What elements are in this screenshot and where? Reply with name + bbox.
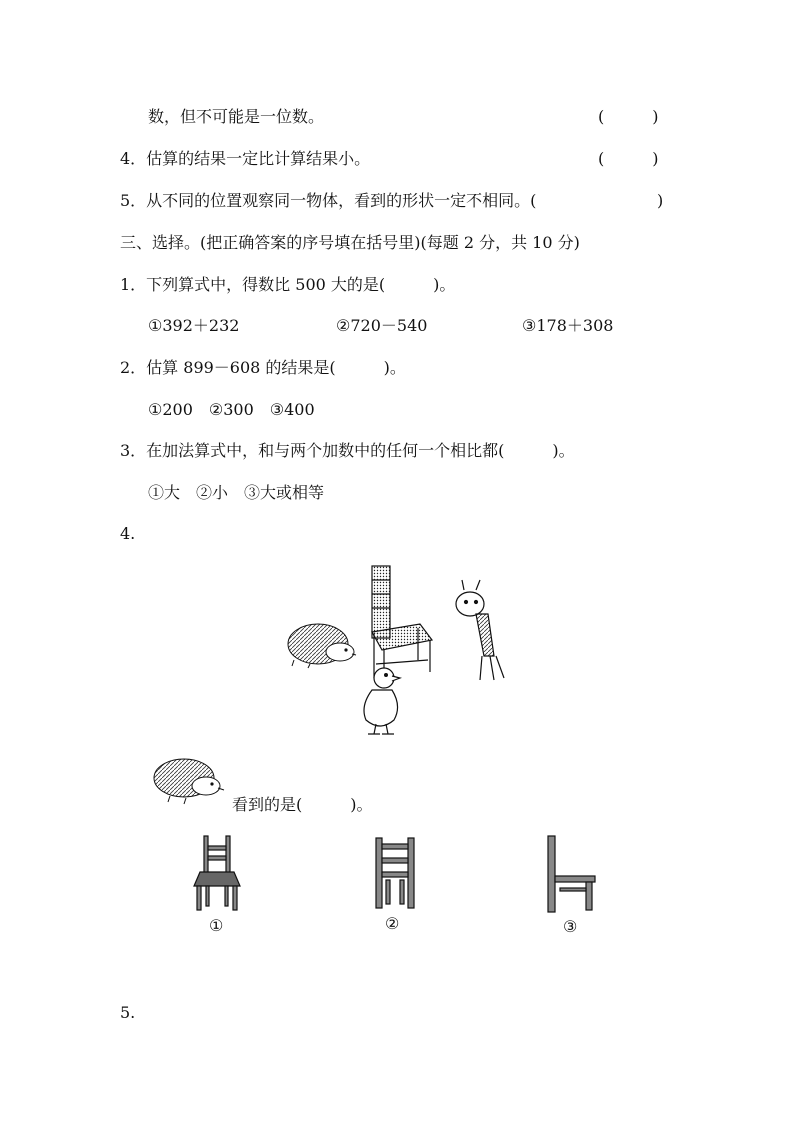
- choice-question-1-option-1: ①392＋232: [148, 316, 240, 335]
- judge-question-5-answer-blank[interactable]: ): [657, 191, 664, 210]
- hedgehog-icon: [288, 624, 356, 668]
- chair-option-1-label: ①: [209, 916, 224, 935]
- choice-question-3-stem: 3．在加法算式中，和与两个加数中的任何一个相比都( )。: [120, 441, 575, 460]
- scene-illustration: [280, 560, 520, 740]
- chair-option-2-label: ②: [385, 914, 400, 933]
- choice-question-3-options: ①大 ②小 ③大或相等: [148, 483, 325, 502]
- chair-option-3-label: ③: [563, 917, 578, 936]
- judge-continuation-line: 数，但不可能是一位数。: [148, 107, 325, 126]
- chair-option-2-icon[interactable]: [374, 836, 418, 910]
- choice-question-2-options: ①200 ②300 ③400: [148, 400, 315, 419]
- choice-question-4-prompt: 看到的是( )。: [232, 795, 373, 814]
- judge-question-4: 4．估算的结果一定比计算结果小。: [120, 149, 371, 168]
- choice-question-5-number: 5.: [120, 1003, 136, 1022]
- judge-question-5: 5．从不同的位置观察同一物体，看到的形状一定不相同。(: [120, 191, 537, 210]
- chair-option-1-icon[interactable]: [194, 836, 242, 914]
- choice-question-4-number: 4.: [120, 524, 136, 543]
- judge-question-4-answer-blank[interactable]: ( ): [598, 149, 659, 168]
- chair-option-3-icon[interactable]: [546, 836, 600, 914]
- choice-question-2-stem: 2．估算 899－608 的结果是( )。: [120, 358, 406, 377]
- choice-question-1-stem: 1．下列算式中，得数比 500 大的是( )。: [120, 275, 456, 294]
- choice-question-1-option-3: ③178＋308: [522, 316, 614, 335]
- chick-icon: [364, 668, 400, 734]
- choice-question-1-option-2: ②720－540: [336, 316, 428, 335]
- hedgehog-viewer-icon: [150, 754, 230, 808]
- section-3-heading: 三、选择。(把正确答案的序号填在括号里)(每题 2 分，共 10 分): [120, 233, 580, 252]
- giraffe-icon: [456, 580, 504, 680]
- judge-continuation-answer-blank[interactable]: ( ): [598, 107, 659, 126]
